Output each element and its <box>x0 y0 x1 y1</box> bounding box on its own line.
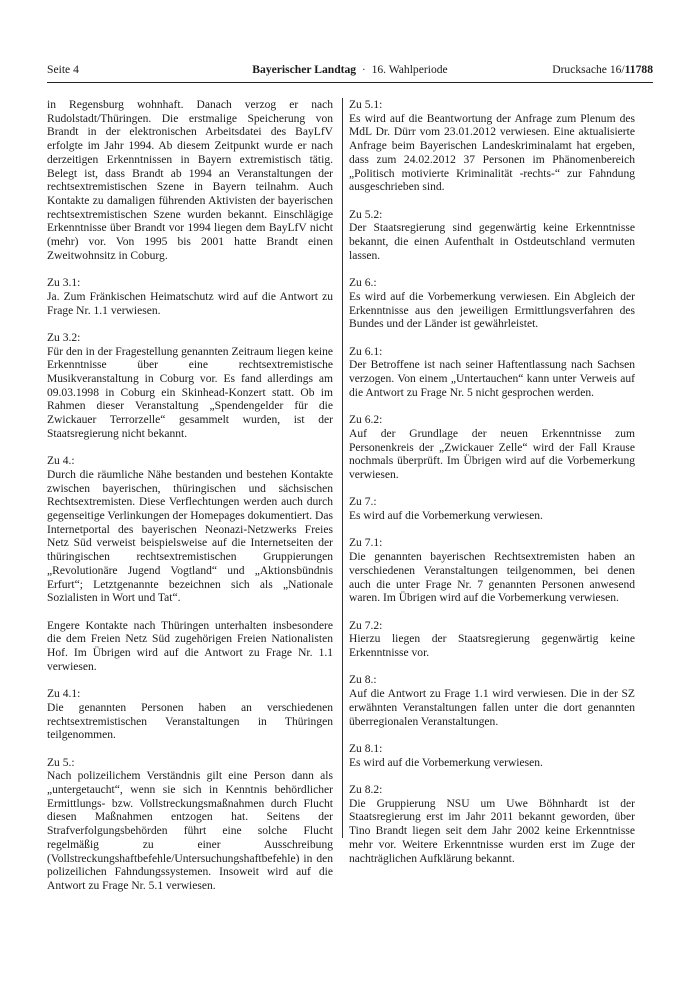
document-prefix: Drucksache 16/ <box>552 63 625 76</box>
answer-block <box>349 346 635 401</box>
answer-text: Auf die Antwort zu Frage 1.1 wird verwiesen. Die in der SZ erwähnten Veranstaltungen fallen unter die dort genannten überregionalen Veranstaltungen. <box>349 688 635 728</box>
answer-heading: Zu 5.: <box>47 756 75 769</box>
answer-heading: Zu 6.: <box>349 277 377 290</box>
answer-text: Für den in der Fragestellung genannten Zeitraum liegen keine Erkenntnisse über eine rechtsextremistische Musikveranstaltung in Coburg vor. Es fand allerdings am 09.03.1998 in Coburg ein Skinhead-Konzert statt. Ob im Rahmen dieser Veranstaltung „Spendengelder für die Zwickauer Terrorzelle“ gesammelt wurden, ist der Staatsregierung nicht bekannt. <box>47 345 333 440</box>
answer-text: Die genannten bayerischen Rechtsextremisten haben an verschiedenen Veranstaltungen teilgenommen, bei denen auch die unter Frage Nr. 7 genannten Personen anwesend waren. Im Übrigen wird auf die Vorbemerkung verwiesen. <box>349 551 635 605</box>
answer-text: Nach polizeilichem Verständnis gilt eine Person dann als „untergetaucht“, wenn sie sich in Kenntnis behördlicher Ermittlungs- bzw. Vollstreckungsmaßnahmen durch Flucht diesen Maßnahmen entzogen hat. Seitens der Strafverfolgungsbehörden führt eine solche Flucht regelmäßig zu einer Ausschreibung (Vollstreckungshaftbefehle/Untersuchungshaftbefehle) in den polizeilichen Fahndungssystemen. Insoweit wird auf die Antwort zu Frage Nr. 5.1 verwiesen. <box>47 770 333 892</box>
answer-block <box>349 496 635 523</box>
answer-text: in Regensburg wohnhaft. Danach verzog er nach Rudolstadt/Thüringen. Die erstmalige Speicherung von Brandt in der elektronischen Arbeitsdatei des BayLfV erfolgte im Jahr 1994. Ab diesem Zeitpunkt wurde er nach derzeitigen Erkenntnissen in Bayern extremistisch tätig. Belegt ist, dass Brandt ab 1994 an Veranstaltungen der rechtsextremistischen Szene in Bayern teilnahm. Auch Kontakte zu damaligen führenden Aktivisten der bayerischen rechtsextremistischen Szene wurden bekannt. Einschlägige Erkenntnisse über Brandt vor 1994 liegen dem BayLfV nicht (mehr) vor. Von 1995 bis 2001 hatte Brandt einen Zweitwohnsitz in Coburg. <box>47 99 333 262</box>
answer-block <box>47 620 333 675</box>
column-divider <box>342 98 343 838</box>
answer-text: Es wird auf die Beantwortung der Anfrage zum Plenum des MdL Dr. Dürr vom 23.01.2012 verwiesen. Eine aktualisierte Anfrage beim Bayerischen Landeskriminalamt hat ergeben, dass zum 24.02.2012 37 Personen im Phänomenbereich „Politisch motivierte Kriminalität -rechts-“ zur Fahndung ausgeschrieben sind. <box>349 112 635 194</box>
answer-text: Auf der Grundlage der neuen Erkenntnisse zum Personenkreis der „Zwickauer Zelle“ wird der Fall Krause nochmals überprüft. Im Übrigen wird auf die Vorbemerkung verwiesen. <box>349 427 635 481</box>
document-reference <box>552 62 653 78</box>
answer-heading: Zu 8.1: <box>349 742 383 755</box>
institution-name: Bayerischer Landtag <box>252 63 357 76</box>
answer-block <box>349 743 635 770</box>
answer-block <box>349 674 635 729</box>
answer-block <box>349 537 635 606</box>
answer-block <box>349 784 635 866</box>
answer-block <box>47 455 333 606</box>
answer-block <box>47 99 333 263</box>
answer-text: Hierzu liegen der Staatsregierung gegenwärtig keine Erkenntnisse vor. <box>349 633 635 660</box>
answer-block <box>349 209 635 264</box>
answer-block <box>47 757 333 894</box>
answer-text: Es wird auf die Vorbemerkung verwiesen. Ein Abgleich der Erkenntnisse aus den jeweiligen Ermittlungsverfahren des Bundes und der Länder ist gewährleistet. <box>349 290 635 331</box>
answer-heading: Zu 7.1: <box>349 537 383 550</box>
answer-block <box>47 277 333 318</box>
answer-heading: Zu 8.: <box>349 674 377 687</box>
header-rule <box>47 82 653 83</box>
answer-block <box>47 688 333 743</box>
document-number: 11788 <box>624 63 653 76</box>
page-number: Seite 4 <box>47 63 79 76</box>
answer-text: Der Betroffene ist nach seiner Haftentlassung nach Sachsen verzogen. Von einem „Untertauchen“ kann unter Verweis auf die Antwort zu Frage Nr. 5 nicht gesprochen werden. <box>349 359 635 399</box>
page-header <box>47 62 653 80</box>
answer-block <box>47 332 333 442</box>
answer-block <box>349 99 635 195</box>
answer-text: Durch die räumliche Nähe bestanden und bestehen Kontakte zwischen bayerischen, thüringischen und sächsischen Rechtsextremisten. Diese Verflechtungen werden auch durch gegenseitige Verlinkungen der Homepages dokumentiert. Das Internetportal des bayerischen Neonazi-Netzwerks Freies Netz Süd verweist beispielsweise auf die Internetseiten der thüringischen rechtsextremistischen Gruppierungen „Revolutionäre Jugend Vogtland“ und „Aktionsbündnis Erfurt“; Letztgenannte bezeichnen sich als „Nationale Sozialisten in Wort und Tat“. <box>47 468 333 605</box>
answer-heading: Zu 6.1: <box>349 345 383 358</box>
answer-block <box>349 620 635 661</box>
legislative-period: 16. Wahlperiode <box>371 63 448 76</box>
answer-heading: Zu 3.1: <box>47 277 81 290</box>
answer-heading: Zu 7.2: <box>349 619 383 632</box>
answer-block <box>349 414 635 483</box>
answer-text: Die genannten Personen haben an verschiedenen rechtsextremistischen Veranstaltungen in Thüringen teilgenommen. <box>47 701 333 742</box>
answer-text: Es wird auf die Vorbemerkung verwiesen. <box>349 510 543 523</box>
answer-heading: Zu 4.: <box>47 455 75 468</box>
answer-block <box>349 277 635 332</box>
answer-text: Es wird auf die Vorbemerkung verwiesen. <box>349 756 543 769</box>
answer-heading: Zu 4.1: <box>47 688 81 701</box>
right-column <box>349 99 635 866</box>
answer-text: Der Staatsregierung sind gegenwärtig keine Erkenntnisse bekannt, die einen Aufenthalt in Ostdeutschland vermuten lassen. <box>349 222 635 262</box>
answer-heading: Zu 7.: <box>349 496 377 509</box>
answer-heading: Zu 5.2: <box>349 208 383 221</box>
left-column <box>47 99 333 894</box>
answer-heading: Zu 8.2: <box>349 784 383 796</box>
answer-heading: Zu 6.2: <box>349 414 383 427</box>
answer-heading: Zu 3.2: <box>47 331 81 344</box>
answer-text: Ja. Zum Fränkischen Heimatschutz wird auf die Antwort zu Frage Nr. 1.1 verwiesen. <box>47 290 333 317</box>
answer-text: Die Gruppierung NSU um Uwe Böhnhardt ist der Staatsregierung erst im Jahr 2011 bekannt geworden, über Tino Brandt liegen seit dem Jahr 2002 keine Erkenntnisse mehr vor. Weitere Erkenntnisse wurden erst im Zuge der nachträglichen Aufklärung bekannt. <box>349 797 635 865</box>
answer-text: Engere Kontakte nach Thüringen unterhalten insbesondere die dem Freien Netz Süd zugehörigen Freien Nationalisten Hof. Im Übrigen wird auf die Antwort zu Frage Nr. 1.1 verwiesen. <box>47 619 333 673</box>
header-separator: · <box>361 63 366 76</box>
answer-heading: Zu 5.1: <box>349 99 383 111</box>
